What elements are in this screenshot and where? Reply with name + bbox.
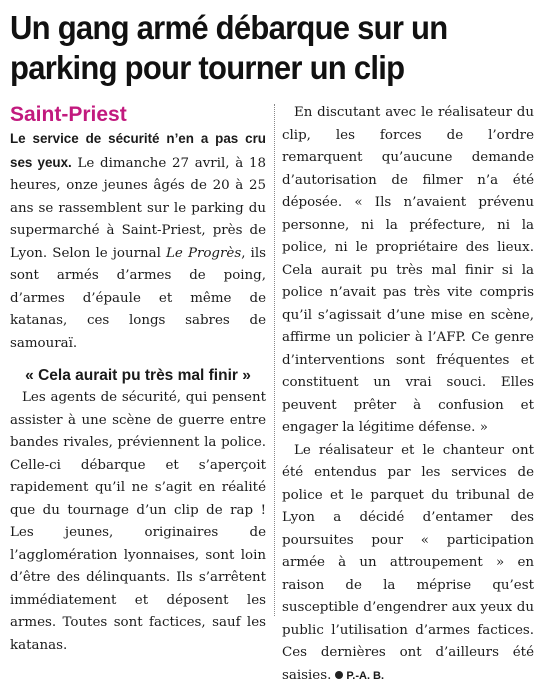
paragraph-3: En discutant avec le réalisateur du clip, les forces de l’ordre remarquent qu’aucune demande d’autorisation de filmer n’a été déposée. « Ils n’avaient prévenu personne, ni la préfecture, ni la police, ni le propriétaire des lieux. Cela aurait pu très mal finir si la police n’avait pas très vite compris qu’il s’agissait d’une mise en scène, affirme un policier à l’AFP. Ce genre d’interventions sont fréquentes et constituent un vrai souci. Elles peuvent prêter à confusion et engager la légitime défense. » (282, 102, 534, 440)
source-name: Le Progrès (166, 246, 241, 261)
bullet-icon (335, 671, 343, 679)
byline: P.-A. B. (346, 670, 384, 682)
column-left (10, 102, 266, 657)
lead-text-1: Le dimanche 27 avril, à 18 heures, onze jeunes âgés de 20 à 25 ans se rassemblent sur le parking du supermarché à Saint-Priest, près de Lyon. Selon le journal (10, 156, 266, 261)
lead-in: Le service de sécurité n’en a pas cru ses yeux. (10, 131, 266, 170)
column-right (282, 102, 534, 687)
headline: Un gang armé débarque sur un parking pour tourner un clip (10, 8, 503, 88)
lead-text-2: , ils sont armés d’armes de poing, d’armes d’épaule et même de katanas, ces longs sabres de samouraï. (10, 246, 266, 351)
subhead: « Cela aurait pu très mal finir » (10, 365, 266, 387)
paragraph-4 (282, 440, 534, 687)
paragraph-4-text: Le réalisateur et le chanteur ont été entendus par les services de police et le parquet du tribunal de Lyon a décidé d’entamer des poursuites pour « participation armée à un attroupement » en raison de la méprise qu’est susceptible d’engendrer aux yeux du public l’utilisation d’armes factices. Ces dernières ont d’ailleurs été saisies. (282, 443, 534, 683)
paragraph-2: Les agents de sécurité, qui pensent assister à une scène de guerre entre bandes rivales, préviennent la police. Celle-ci débarque et s’aperçoit rapidement qu’il ne s’agit en réalité que du tournage d’un clip de rap ! Les jeunes, originaires de l’agglomération lyonnaises, sont loin d’être des délinquants. Ils s’arrêtent immédiatement et déposent les armes. Toutes sont factices, sauf les katanas. (10, 387, 266, 657)
column-divider (274, 104, 276, 616)
kicker: Saint-Priest (10, 102, 266, 128)
lead-paragraph (10, 128, 266, 355)
